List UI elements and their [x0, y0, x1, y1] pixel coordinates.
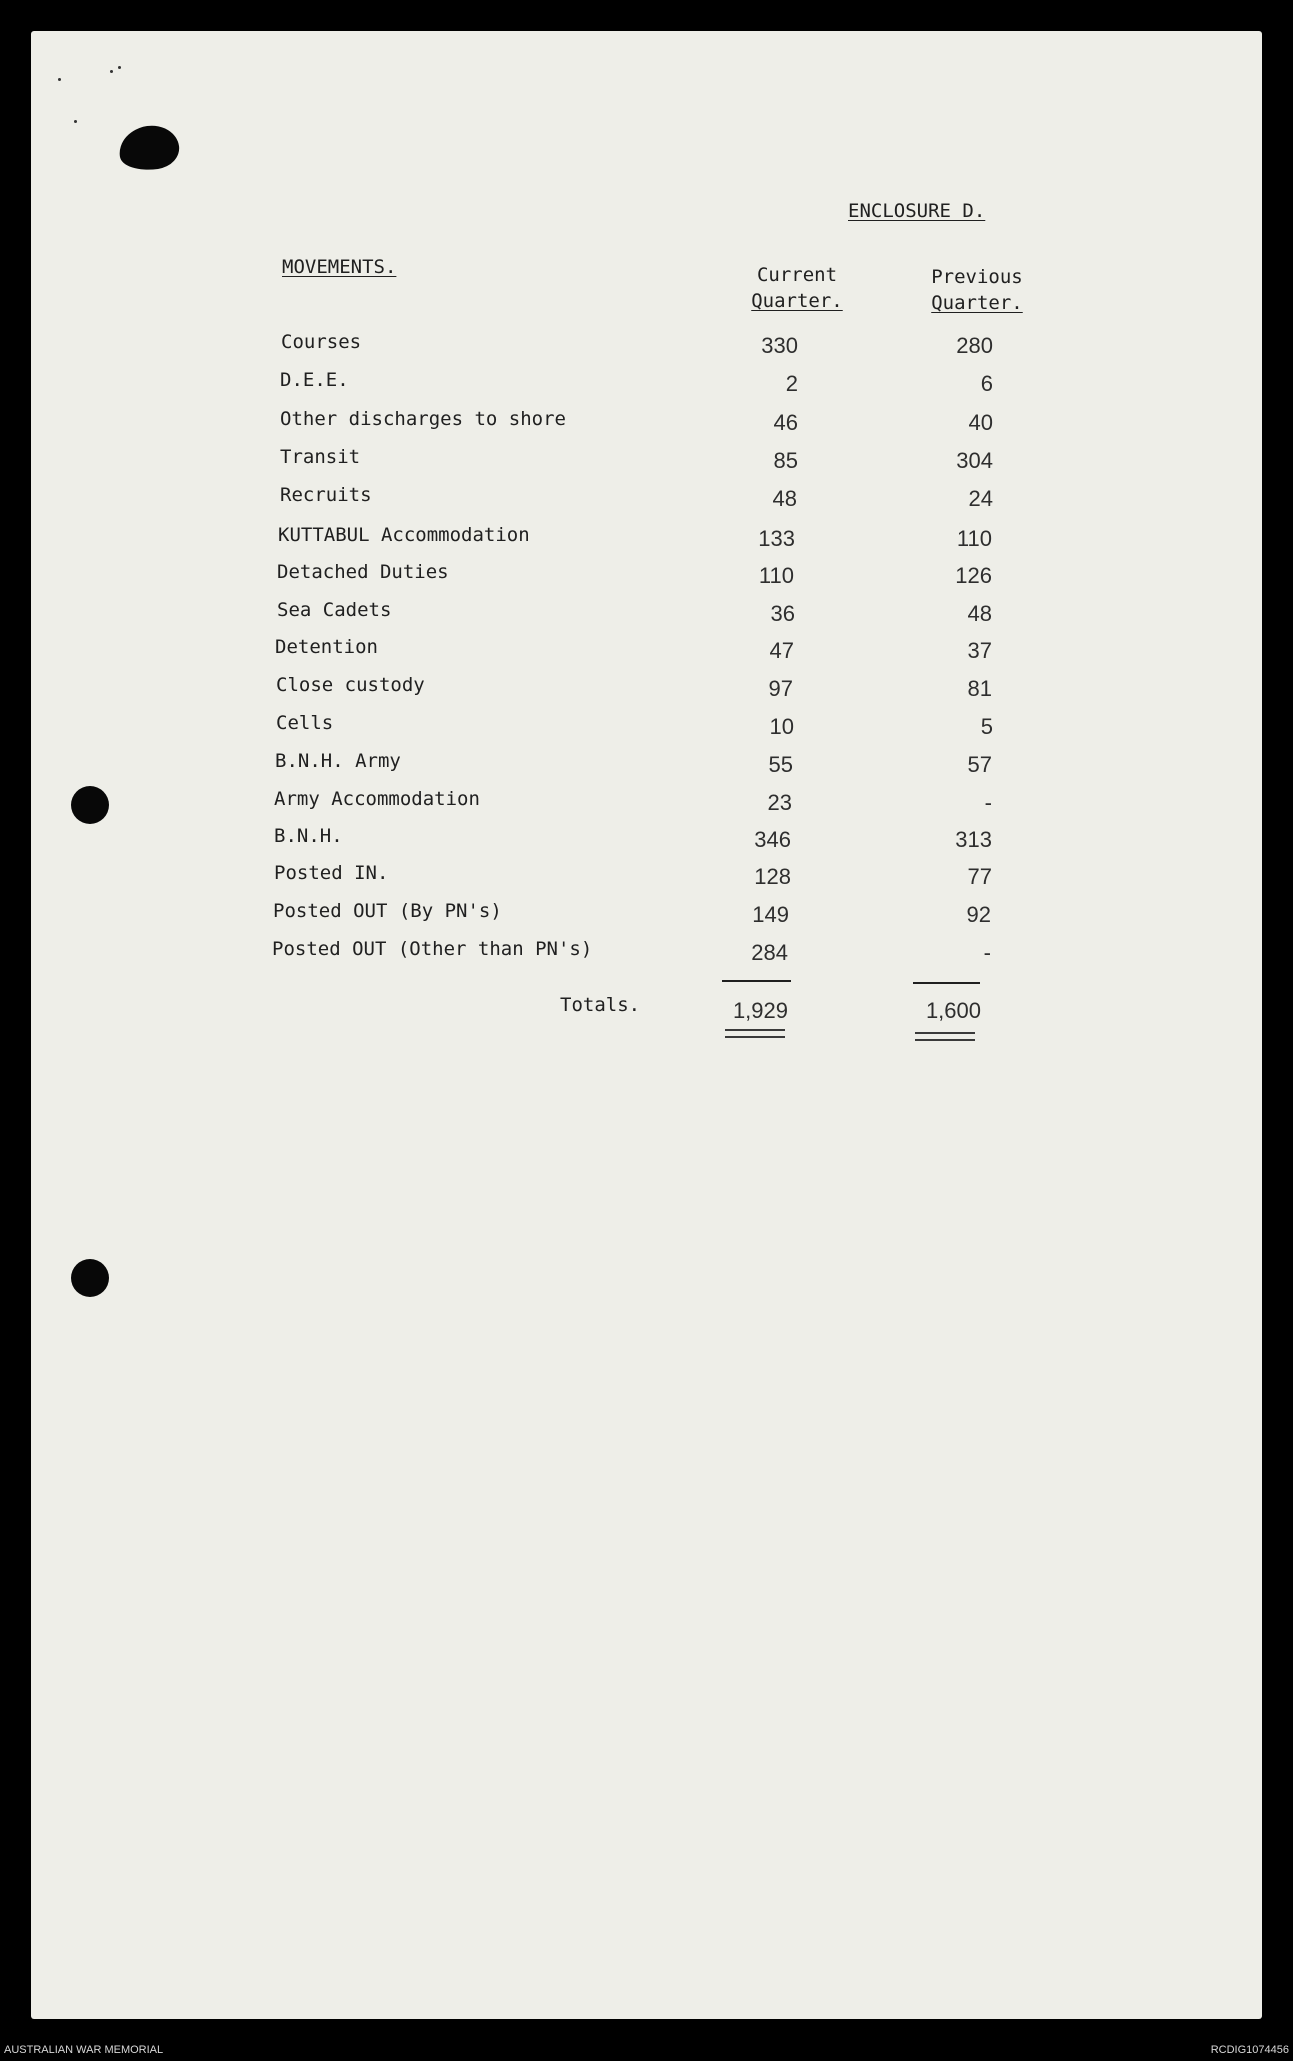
current-quarter-value: 85	[773, 448, 798, 473]
paper-speck	[74, 120, 77, 123]
footer-credit: AUSTRALIAN WAR MEMORIAL	[4, 2044, 164, 2056]
previous-total-double-rule	[915, 1032, 975, 1041]
current-quarter-value: 128	[754, 864, 791, 889]
previous-quarter-value: 5	[980, 714, 993, 739]
previous-quarter-value: 6	[980, 371, 993, 396]
table-row	[274, 788, 1274, 818]
previous-quarter-value: 313	[955, 827, 992, 852]
column-header-previous-line2: Quarter.	[931, 292, 1023, 314]
current-sum-rule	[722, 980, 791, 982]
column-header-current	[742, 262, 852, 314]
row-label: Other discharges to shore	[280, 408, 566, 430]
row-label: Posted OUT (By PN's)	[273, 900, 502, 922]
row-label: Courses	[281, 331, 362, 353]
previous-quarter-value: 280	[956, 333, 993, 358]
previous-quarter-value: 37	[967, 638, 992, 663]
column-header-current-line2: Quarter.	[751, 290, 843, 312]
section-title: MOVEMENTS.	[282, 256, 397, 278]
current-quarter-value: 2	[785, 371, 798, 396]
current-quarter-value: 36	[770, 601, 795, 626]
current-quarter-value: 97	[768, 676, 793, 701]
current-quarter-value: 346	[754, 827, 791, 852]
previous-sum-rule	[913, 982, 980, 984]
table-row	[278, 524, 1278, 554]
footer-reference: RCDIG1074456	[1210, 2044, 1289, 2056]
previous-quarter-value: 110	[956, 526, 992, 551]
previous-quarter-value: -	[983, 940, 991, 965]
current-quarter-value: 48	[772, 486, 797, 511]
row-label: B.N.H.	[274, 825, 343, 847]
enclosure-label: ENCLOSURE D.	[848, 200, 986, 222]
row-label: KUTTABUL Accommodation	[278, 524, 530, 546]
table-row	[276, 674, 1276, 704]
row-label: Cells	[276, 712, 334, 734]
previous-quarter-value: 81	[967, 676, 992, 701]
previous-quarter-value: 48	[967, 601, 992, 626]
table-row	[280, 484, 1280, 514]
paper-speck	[58, 78, 61, 81]
previous-quarter-value: 77	[967, 864, 992, 889]
punch-hole	[71, 1259, 109, 1297]
row-label: B.N.H. Army	[275, 750, 401, 772]
previous-quarter-total: 1,600	[925, 998, 981, 1023]
current-quarter-value: 110	[758, 563, 794, 588]
previous-quarter-value: 57	[967, 752, 992, 777]
previous-quarter-value: 24	[968, 486, 993, 511]
table-row	[274, 825, 1274, 855]
table-row	[280, 408, 1280, 438]
current-quarter-value: 10	[769, 714, 794, 739]
previous-quarter-value: 304	[956, 448, 993, 473]
table-row	[275, 750, 1275, 780]
table-row	[274, 862, 1274, 892]
previous-quarter-value: 92	[966, 902, 991, 927]
table-row	[281, 331, 1281, 361]
current-quarter-value: 284	[751, 940, 788, 965]
previous-quarter-value: 40	[968, 410, 993, 435]
column-header-current-line1: Current	[756, 264, 838, 286]
row-label: Transit	[280, 446, 361, 468]
row-label: Posted OUT (Other than PN's)	[272, 938, 593, 960]
table-row	[277, 599, 1277, 629]
document-page	[31, 31, 1262, 2019]
table-row	[273, 900, 1273, 930]
table-row	[272, 938, 1272, 968]
totals-label: Totals.	[560, 994, 641, 1016]
previous-quarter-value: -	[984, 790, 992, 815]
paper-speck	[118, 66, 121, 69]
previous-quarter-value: 126	[955, 563, 992, 588]
current-quarter-value: 55	[768, 752, 793, 777]
column-header-previous	[917, 264, 1037, 316]
table-row	[277, 561, 1277, 591]
table-row	[276, 712, 1276, 742]
column-header-previous-line1: Previous	[931, 266, 1023, 288]
row-label: Posted IN.	[274, 862, 389, 884]
current-quarter-value: 330	[761, 333, 798, 358]
row-label: Detention	[275, 636, 378, 658]
current-quarter-total: 1,929	[732, 998, 788, 1023]
row-label: Sea Cadets	[277, 599, 392, 621]
row-label: Detached Duties	[277, 561, 449, 583]
current-quarter-value: 133	[758, 526, 795, 551]
table-row	[280, 446, 1280, 476]
punch-hole	[71, 786, 109, 824]
row-label: Close custody	[276, 674, 425, 696]
current-quarter-value: 149	[752, 902, 789, 927]
current-quarter-value: 23	[767, 790, 792, 815]
table-row	[275, 636, 1275, 666]
paper-speck	[110, 70, 113, 73]
current-quarter-value: 46	[773, 410, 798, 435]
current-total-double-rule	[725, 1029, 785, 1038]
row-label: D.E.E.	[280, 369, 349, 391]
table-row	[280, 369, 1280, 399]
current-quarter-value: 47	[769, 638, 794, 663]
row-label: Army Accommodation	[274, 788, 480, 810]
row-label: Recruits	[280, 484, 372, 506]
